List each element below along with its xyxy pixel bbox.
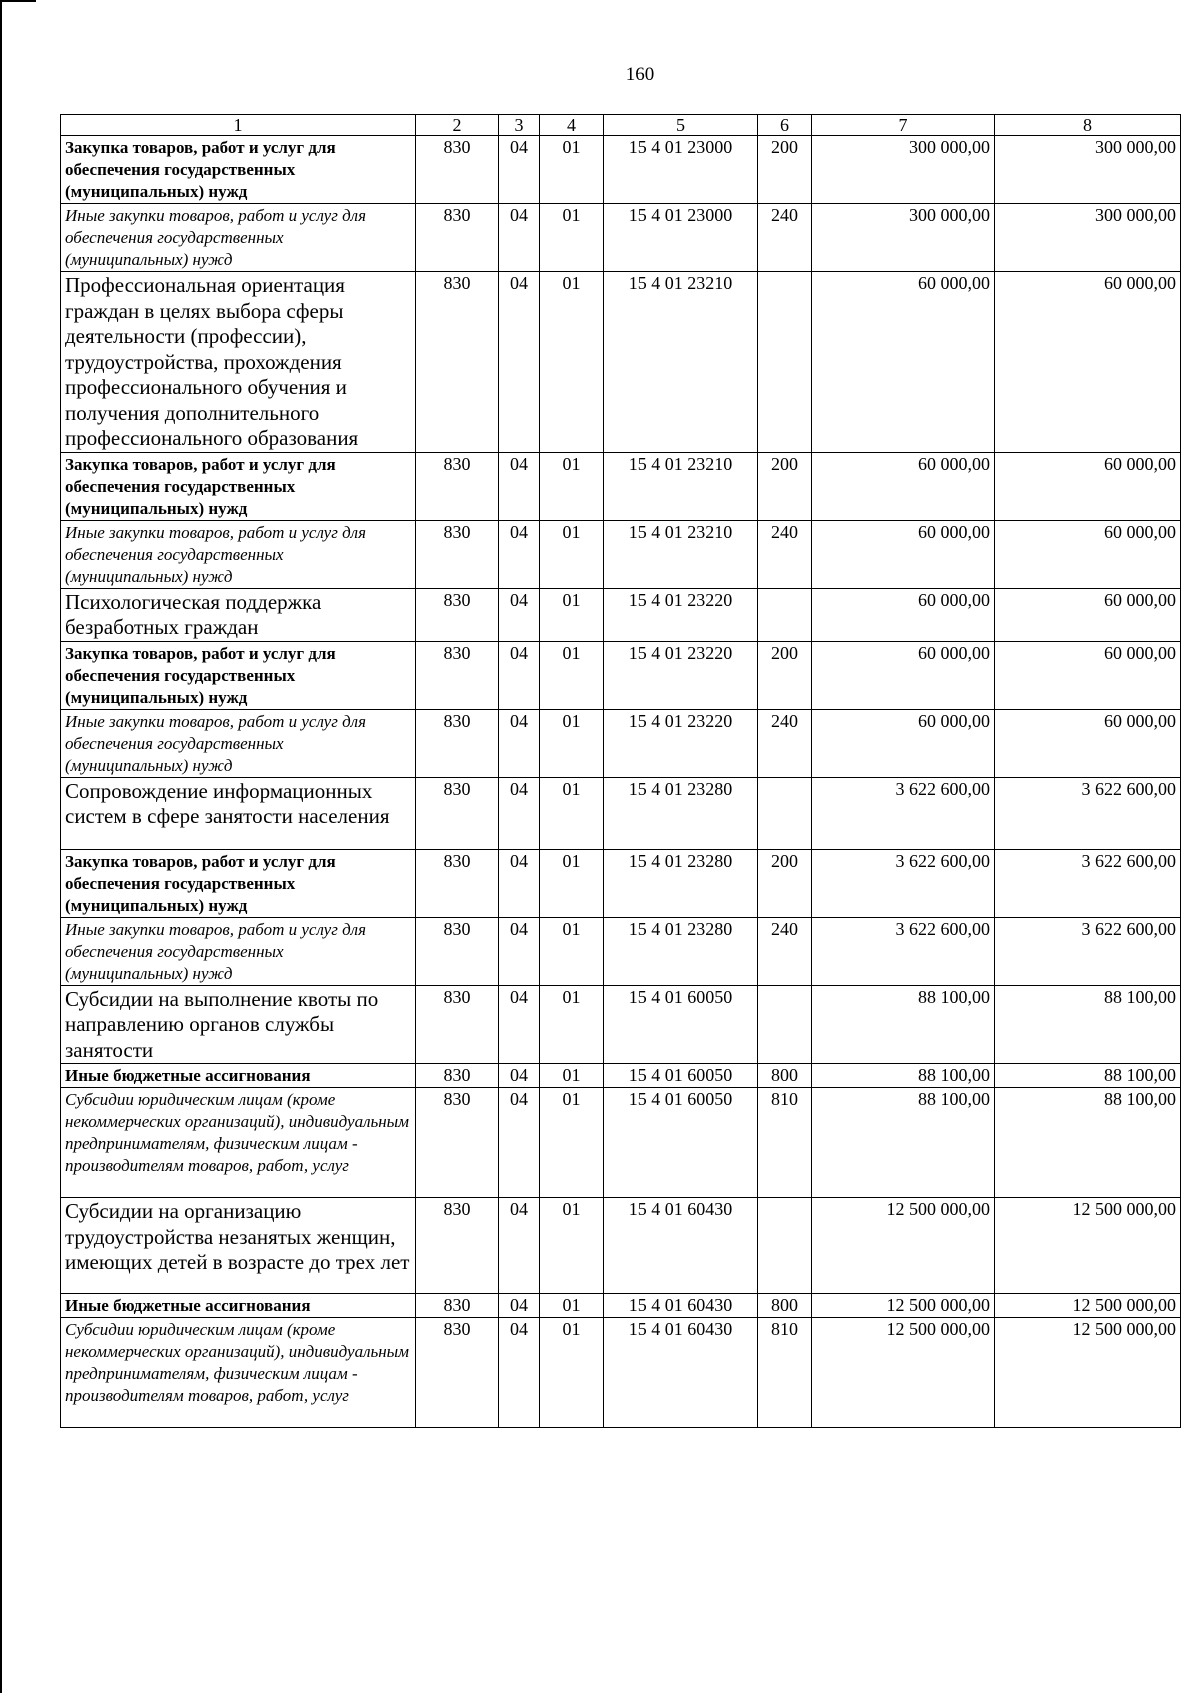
cell-amount-col8: 88 100,00 xyxy=(995,985,1181,1064)
table-row xyxy=(61,204,1181,272)
cell-ministry-code: 830 xyxy=(416,641,499,709)
cell-amount-col7: 60 000,00 xyxy=(812,641,995,709)
cell-ministry-code: 830 xyxy=(416,1198,499,1294)
header-row xyxy=(61,115,1181,136)
cell-subsection-code: 01 xyxy=(540,985,604,1064)
cell-target-article: 15 4 01 23280 xyxy=(604,849,758,917)
cell-expense-type xyxy=(758,1198,812,1294)
cell-subsection-code: 01 xyxy=(540,917,604,985)
cell-ministry-code: 830 xyxy=(416,452,499,520)
cell-ministry-code: 830 xyxy=(416,588,499,641)
cell-amount-col8: 300 000,00 xyxy=(995,204,1181,272)
cell-expense-type: 240 xyxy=(758,917,812,985)
col-header-5: 5 xyxy=(604,115,758,136)
row-description: Закупка товаров, работ и услуг для обеспечения государственных (муниципальных) нужд xyxy=(61,136,416,204)
row-description: Иные бюджетные ассигнования xyxy=(61,1064,416,1088)
cell-section-code: 04 xyxy=(499,1294,540,1318)
cell-amount-col7: 12 500 000,00 xyxy=(812,1318,995,1428)
row-description: Иные закупки товаров, работ и услуг для обеспечения государственных (муниципальных) нужд xyxy=(61,520,416,588)
cell-amount-col7: 3 622 600,00 xyxy=(812,849,995,917)
cell-amount-col7: 60 000,00 xyxy=(812,520,995,588)
cell-target-article: 15 4 01 23000 xyxy=(604,204,758,272)
cell-subsection-code: 01 xyxy=(540,777,604,849)
cell-ministry-code: 830 xyxy=(416,709,499,777)
cell-amount-col7: 60 000,00 xyxy=(812,709,995,777)
cell-ministry-code: 830 xyxy=(416,777,499,849)
cell-expense-type: 810 xyxy=(758,1318,812,1428)
row-description: Психологическая поддержка безработных граждан xyxy=(61,588,416,641)
cell-subsection-code: 01 xyxy=(540,272,604,453)
table-row xyxy=(61,917,1181,985)
table-row xyxy=(61,777,1181,849)
col-header-6: 6 xyxy=(758,115,812,136)
col-header-7: 7 xyxy=(812,115,995,136)
row-description: Субсидии юридическим лицам (кроме некоммерческих организаций), индивидуальным предпринимателям, физическим лицам - производителям товаров, работ, услуг xyxy=(61,1088,416,1198)
cell-expense-type: 200 xyxy=(758,641,812,709)
cell-amount-col8: 60 000,00 xyxy=(995,272,1181,453)
cell-amount-col7: 12 500 000,00 xyxy=(812,1294,995,1318)
cell-section-code: 04 xyxy=(499,641,540,709)
table-row xyxy=(61,272,1181,453)
table-row xyxy=(61,452,1181,520)
cell-subsection-code: 01 xyxy=(540,452,604,520)
cell-subsection-code: 01 xyxy=(540,1318,604,1428)
cell-target-article: 15 4 01 60050 xyxy=(604,985,758,1064)
cell-target-article: 15 4 01 23220 xyxy=(604,588,758,641)
cell-target-article: 15 4 01 60430 xyxy=(604,1294,758,1318)
table-row xyxy=(61,588,1181,641)
cell-amount-col8: 60 000,00 xyxy=(995,641,1181,709)
cell-subsection-code: 01 xyxy=(540,1088,604,1198)
cell-amount-col8: 60 000,00 xyxy=(995,520,1181,588)
cell-subsection-code: 01 xyxy=(540,849,604,917)
row-description: Профессиональная ориентация граждан в целях выбора сферы деятельности (профессии), трудоустройства, прохождения профессионального обучения и получения дополнительного профессионального образования xyxy=(61,272,416,453)
cell-ministry-code: 830 xyxy=(416,1318,499,1428)
cell-amount-col7: 88 100,00 xyxy=(812,1088,995,1198)
cell-expense-type: 200 xyxy=(758,849,812,917)
col-header-2: 2 xyxy=(416,115,499,136)
row-description: Иные закупки товаров, работ и услуг для обеспечения государственных (муниципальных) нужд xyxy=(61,917,416,985)
cell-amount-col7: 88 100,00 xyxy=(812,1064,995,1088)
cell-target-article: 15 4 01 23000 xyxy=(604,136,758,204)
cell-subsection-code: 01 xyxy=(540,641,604,709)
col-header-3: 3 xyxy=(499,115,540,136)
cell-amount-col8: 88 100,00 xyxy=(995,1064,1181,1088)
row-description: Субсидии на организацию трудоустройства незанятых женщин, имеющих детей в возрасте до трех лет xyxy=(61,1198,416,1294)
cell-amount-col8: 3 622 600,00 xyxy=(995,849,1181,917)
cell-expense-type xyxy=(758,272,812,453)
row-description: Иные бюджетные ассигнования xyxy=(61,1294,416,1318)
cell-subsection-code: 01 xyxy=(540,588,604,641)
table-row xyxy=(61,709,1181,777)
cell-amount-col8: 3 622 600,00 xyxy=(995,777,1181,849)
cell-amount-col7: 88 100,00 xyxy=(812,985,995,1064)
cell-expense-type xyxy=(758,588,812,641)
cell-amount-col8: 12 500 000,00 xyxy=(995,1294,1181,1318)
cell-section-code: 04 xyxy=(499,136,540,204)
row-description: Иные закупки товаров, работ и услуг для обеспечения государственных (муниципальных) нужд xyxy=(61,709,416,777)
cell-section-code: 04 xyxy=(499,1088,540,1198)
cell-section-code: 04 xyxy=(499,917,540,985)
cell-target-article: 15 4 01 23210 xyxy=(604,452,758,520)
cell-amount-col7: 3 622 600,00 xyxy=(812,777,995,849)
cell-amount-col7: 3 622 600,00 xyxy=(812,917,995,985)
cell-expense-type: 240 xyxy=(758,709,812,777)
cell-section-code: 04 xyxy=(499,1064,540,1088)
cell-ministry-code: 830 xyxy=(416,849,499,917)
cell-target-article: 15 4 01 23280 xyxy=(604,917,758,985)
cell-ministry-code: 830 xyxy=(416,272,499,453)
cell-ministry-code: 830 xyxy=(416,985,499,1064)
cell-subsection-code: 01 xyxy=(540,1198,604,1294)
cell-section-code: 04 xyxy=(499,849,540,917)
cell-ministry-code: 830 xyxy=(416,1064,499,1088)
cell-ministry-code: 830 xyxy=(416,917,499,985)
cell-section-code: 04 xyxy=(499,709,540,777)
table-row xyxy=(61,1294,1181,1318)
col-header-4: 4 xyxy=(540,115,604,136)
row-description: Закупка товаров, работ и услуг для обеспечения государственных (муниципальных) нужд xyxy=(61,641,416,709)
cell-section-code: 04 xyxy=(499,777,540,849)
table-row xyxy=(61,1318,1181,1428)
cell-expense-type: 810 xyxy=(758,1088,812,1198)
row-description: Иные закупки товаров, работ и услуг для обеспечения государственных (муниципальных) нужд xyxy=(61,204,416,272)
cell-target-article: 15 4 01 60050 xyxy=(604,1064,758,1088)
row-description: Субсидии на выполнение квоты по направлению органов службы занятости xyxy=(61,985,416,1064)
cell-amount-col8: 3 622 600,00 xyxy=(995,917,1181,985)
cell-subsection-code: 01 xyxy=(540,1294,604,1318)
cell-ministry-code: 830 xyxy=(416,1088,499,1198)
cell-expense-type: 800 xyxy=(758,1294,812,1318)
table-body xyxy=(61,136,1181,1428)
cell-amount-col8: 60 000,00 xyxy=(995,588,1181,641)
cell-section-code: 04 xyxy=(499,272,540,453)
cell-expense-type: 800 xyxy=(758,1064,812,1088)
row-description: Закупка товаров, работ и услуг для обеспечения государственных (муниципальных) нужд xyxy=(61,849,416,917)
cell-amount-col7: 60 000,00 xyxy=(812,272,995,453)
cell-amount-col8: 300 000,00 xyxy=(995,136,1181,204)
cell-target-article: 15 4 01 23220 xyxy=(604,709,758,777)
cell-target-article: 15 4 01 23220 xyxy=(604,641,758,709)
cell-section-code: 04 xyxy=(499,204,540,272)
cell-section-code: 04 xyxy=(499,1198,540,1294)
cell-expense-type: 240 xyxy=(758,204,812,272)
cell-expense-type xyxy=(758,985,812,1064)
cell-subsection-code: 01 xyxy=(540,204,604,272)
table-row xyxy=(61,136,1181,204)
cell-ministry-code: 830 xyxy=(416,1294,499,1318)
cell-amount-col7: 300 000,00 xyxy=(812,204,995,272)
cell-target-article: 15 4 01 60430 xyxy=(604,1198,758,1294)
cell-subsection-code: 01 xyxy=(540,709,604,777)
cell-amount-col7: 12 500 000,00 xyxy=(812,1198,995,1294)
table-row xyxy=(61,1088,1181,1198)
budget-table xyxy=(60,114,1181,1428)
cell-target-article: 15 4 01 60050 xyxy=(604,1088,758,1198)
cell-target-article: 15 4 01 23210 xyxy=(604,520,758,588)
table-row xyxy=(61,1064,1181,1088)
cell-expense-type: 200 xyxy=(758,136,812,204)
scan-edge-top xyxy=(0,0,36,2)
cell-amount-col7: 60 000,00 xyxy=(812,588,995,641)
cell-subsection-code: 01 xyxy=(540,136,604,204)
cell-subsection-code: 01 xyxy=(540,520,604,588)
row-description: Закупка товаров, работ и услуг для обеспечения государственных (муниципальных) нужд xyxy=(61,452,416,520)
cell-amount-col8: 60 000,00 xyxy=(995,709,1181,777)
cell-target-article: 15 4 01 60430 xyxy=(604,1318,758,1428)
table-row xyxy=(61,520,1181,588)
row-description: Сопровождение информационных систем в сфере занятости населения xyxy=(61,777,416,849)
cell-amount-col8: 88 100,00 xyxy=(995,1088,1181,1198)
cell-amount-col7: 300 000,00 xyxy=(812,136,995,204)
cell-target-article: 15 4 01 23280 xyxy=(604,777,758,849)
cell-amount-col8: 12 500 000,00 xyxy=(995,1198,1181,1294)
cell-section-code: 04 xyxy=(499,985,540,1064)
cell-expense-type xyxy=(758,777,812,849)
table-row xyxy=(61,1198,1181,1294)
col-header-8: 8 xyxy=(995,115,1181,136)
col-header-1: 1 xyxy=(61,115,416,136)
cell-section-code: 04 xyxy=(499,452,540,520)
cell-section-code: 04 xyxy=(499,1318,540,1428)
cell-expense-type: 240 xyxy=(758,520,812,588)
cell-amount-col8: 60 000,00 xyxy=(995,452,1181,520)
cell-ministry-code: 830 xyxy=(416,136,499,204)
table-row xyxy=(61,641,1181,709)
table-row xyxy=(61,985,1181,1064)
page-number: 160 xyxy=(625,64,655,85)
cell-target-article: 15 4 01 23210 xyxy=(604,272,758,453)
row-description: Субсидии юридическим лицам (кроме некоммерческих организаций), индивидуальным предпринимателям, физическим лицам - производителям товаров, работ, услуг xyxy=(61,1318,416,1428)
cell-amount-col8: 12 500 000,00 xyxy=(995,1318,1181,1428)
table-row xyxy=(61,849,1181,917)
cell-section-code: 04 xyxy=(499,520,540,588)
cell-expense-type: 200 xyxy=(758,452,812,520)
cell-section-code: 04 xyxy=(499,588,540,641)
cell-subsection-code: 01 xyxy=(540,1064,604,1088)
cell-ministry-code: 830 xyxy=(416,520,499,588)
cell-amount-col7: 60 000,00 xyxy=(812,452,995,520)
scan-edge-left xyxy=(0,0,2,1693)
cell-ministry-code: 830 xyxy=(416,204,499,272)
